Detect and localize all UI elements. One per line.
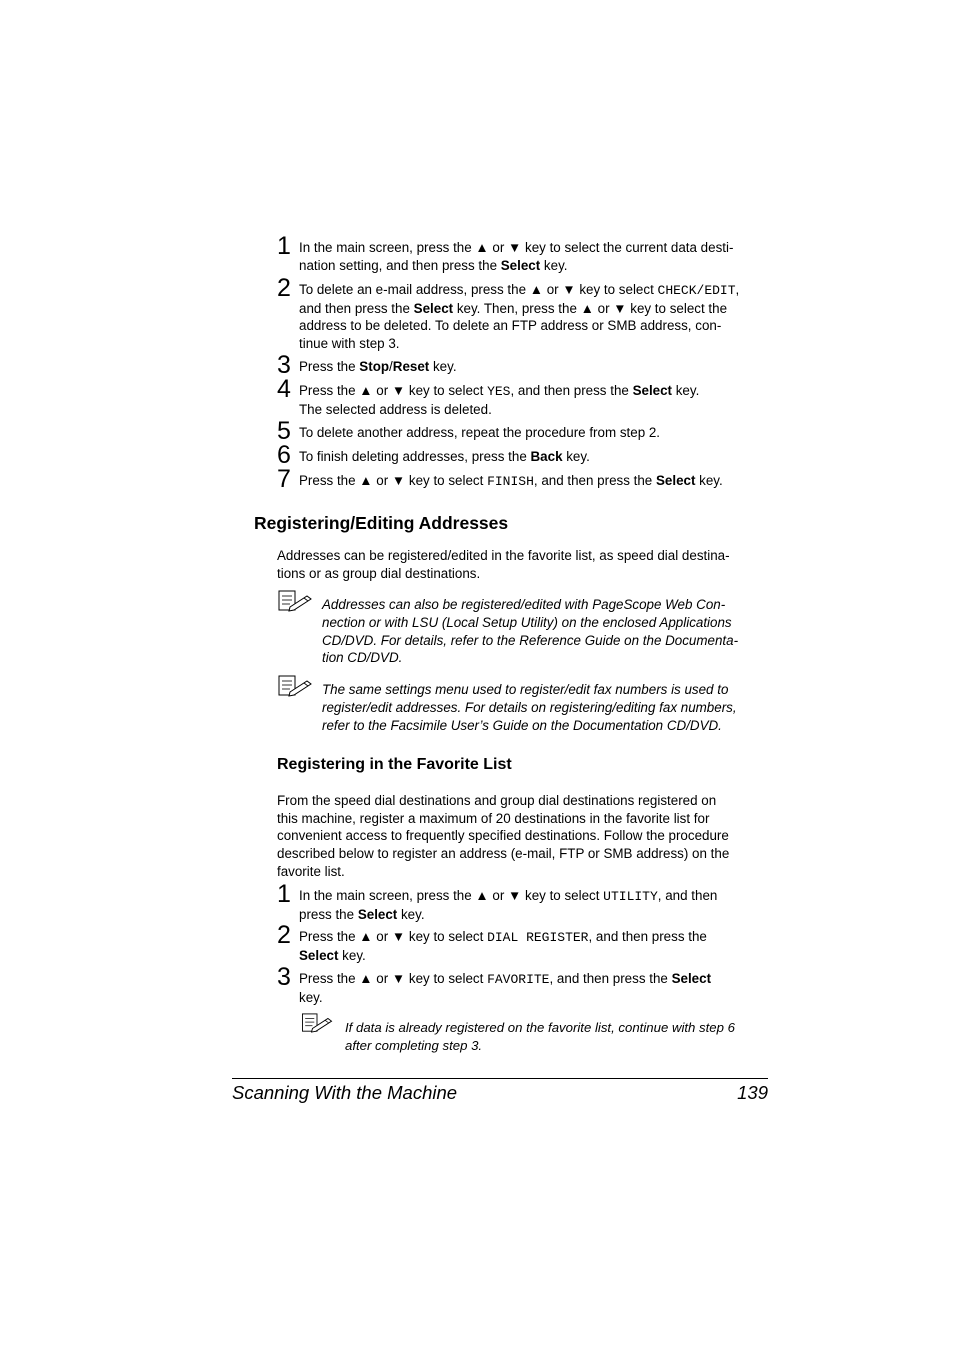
footer-section-title: Scanning With the Machine [232, 1082, 458, 1103]
step-text: To finish deleting addresses, press the Back key. [299, 449, 590, 464]
step-text: Press the ▲ or ▼ key to select FINISH, and then press the Select key. [299, 473, 723, 489]
note-3 [301, 1013, 772, 1055]
note-2 [278, 675, 772, 734]
intro-paragraph: Addresses can be registered/edited in the favorite list, as speed dial destina- tions or as group dial destinations. [277, 548, 730, 581]
step-number: 7 [277, 465, 291, 493]
step-number: 4 [277, 375, 291, 403]
step-6 [277, 441, 772, 469]
step-number: 3 [277, 963, 291, 991]
fav-step-3 [277, 963, 772, 1006]
step-5 [277, 417, 772, 445]
step-2 [277, 274, 772, 353]
fav-step-2 [277, 921, 772, 964]
step-text: To delete another address, repeat the procedure from step 2. [299, 425, 661, 440]
note-pencil-icon [278, 675, 312, 697]
favorite-paragraph: From the speed dial destinations and group dial destinations registered on this machine, register a maximum of 20 destinations in the favorite list for convenient access to frequently specified destinations. Follow the procedure described below to register an address (e-mail, FTP or SMB address) on the favorite list. [277, 793, 730, 879]
note-text: The same settings menu used to register/edit fax numbers is used to register/edit addresses. For details on registering/editing fax numbers, refer to the Facsimile User’s Guide on the Documentation CD/DVD. [322, 682, 737, 733]
step-3 [277, 351, 772, 379]
step-number: 1 [277, 232, 291, 260]
section-heading: Registering/Editing Addresses [254, 513, 509, 533]
step-number: 3 [277, 351, 291, 379]
step-4 [277, 375, 772, 418]
footer-page-number: 139 [737, 1082, 768, 1103]
note-pencil-icon [301, 1013, 333, 1033]
fav-step-1 [277, 880, 772, 923]
step-text: Press the ▲ or ▼ key to select DIAL REGISTER, and then press the Select key. [299, 929, 707, 963]
step-number: 6 [277, 441, 291, 469]
note-text: If data is already registered on the favorite list, continue with step 6 after completing step 3. [345, 1020, 735, 1053]
step-1 [277, 232, 772, 274]
note-text: Addresses can also be registered/edited with PageScope Web Con- nection or with LSU (Local Setup Utility) on the enclosed Applications CD/DVD. For details, refer to the Reference Guide on the Documenta- tion CD/DVD. [322, 597, 739, 666]
note-pencil-icon [278, 590, 312, 612]
step-text: In the main screen, press the ▲ or ▼ key to select the current data desti- nation setting, and then press the Select key. [299, 240, 734, 273]
step-text: Press the ▲ or ▼ key to select YES, and then press the Select key. The selected address is deleted. [299, 383, 700, 417]
subsection-heading: Registering in the Favorite List [277, 756, 512, 773]
step-number: 2 [277, 274, 291, 302]
step-number: 1 [277, 880, 291, 908]
step-text: To delete an e-mail address, press the ▲ or ▼ key to select CHECK/EDIT, and then press the Select key. Then, press the ▲ or ▼ key to select the address to be deleted. To delete an FTP address or SMB address, con- tinue with step 3. [299, 282, 740, 352]
step-text: Press the Stop/Reset key. [299, 359, 457, 374]
footer-divider [232, 1078, 768, 1079]
step-text: Press the ▲ or ▼ key to select FAVORITE, and then press the Select key. [299, 971, 712, 1005]
step-number: 2 [277, 921, 291, 949]
step-number: 5 [277, 417, 291, 445]
note-1 [278, 590, 772, 667]
step-text: In the main screen, press the ▲ or ▼ key to select UTILITY, and then press the Select key. [299, 888, 718, 922]
step-7 [277, 465, 772, 493]
